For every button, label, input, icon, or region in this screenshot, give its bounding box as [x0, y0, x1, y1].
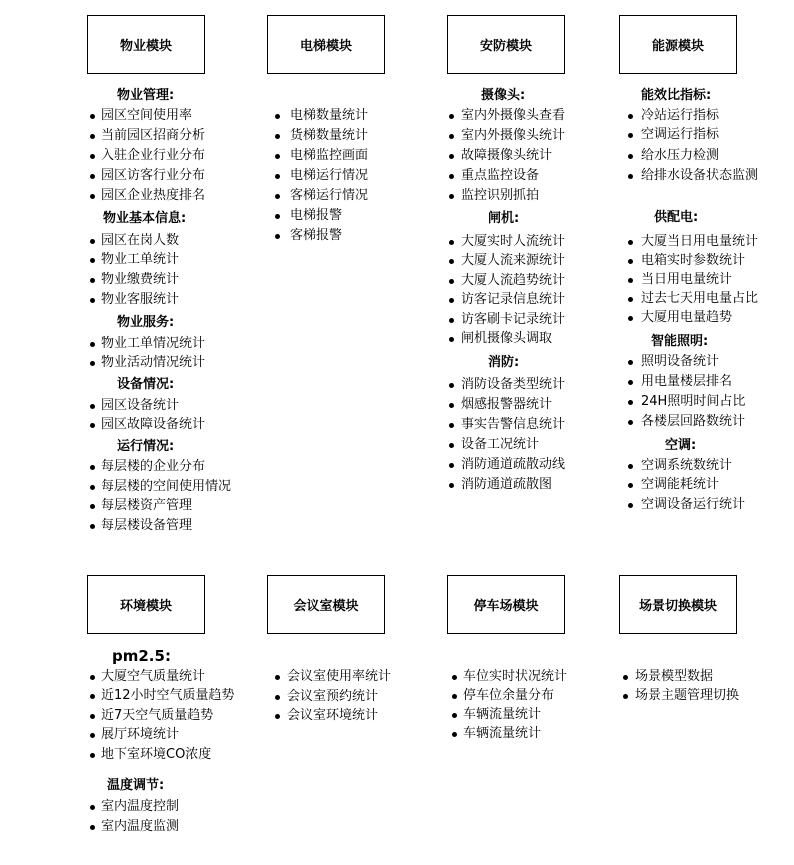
list-item: 每层楼的空间使用情况 [101, 479, 232, 494]
module-title: 场景切换模块 [638, 599, 717, 614]
list-item: 车位实时状况统计 [463, 669, 568, 684]
bullet-icon [90, 423, 95, 428]
list-item: 每层楼资产管理 [101, 498, 193, 513]
module-title: 停车场模块 [473, 599, 539, 614]
bullet-icon [628, 114, 633, 119]
list-item: 过去七天用电量占比 [641, 291, 759, 306]
bullet-icon [449, 114, 454, 119]
bullet-icon [90, 239, 95, 244]
module-title: 安防模块 [479, 39, 532, 54]
list-item: 客梯报警 [290, 228, 343, 243]
list-item: 闸机摄像头调取 [461, 331, 553, 346]
bullet-icon [628, 360, 633, 365]
section-heading: 供配电: [654, 210, 699, 225]
bullet-icon [90, 342, 95, 347]
list-item: 近7天空气质量趋势 [101, 708, 214, 723]
list-item: 大厦人流来源统计 [461, 253, 566, 268]
bullet-icon [275, 194, 280, 199]
bullet-icon [452, 732, 457, 737]
list-item: 烟感报警器统计 [461, 397, 553, 412]
bullet-icon [275, 114, 280, 119]
bullet-icon [90, 825, 95, 830]
bullet-icon [628, 259, 633, 264]
list-item: 展厅环境统计 [101, 727, 180, 742]
bullet-icon [275, 714, 280, 719]
list-item: 会议室环境统计 [287, 708, 379, 723]
list-item: 电梯数量统计 [290, 108, 369, 123]
bullet-icon [452, 694, 457, 699]
bullet-icon [449, 194, 454, 199]
list-item: 车辆流量统计 [463, 707, 542, 722]
section-heading: 物业基本信息: [103, 211, 187, 226]
bullet-icon [449, 134, 454, 139]
list-item: 会议室预约统计 [287, 688, 379, 704]
bullet-icon [449, 383, 454, 388]
bullet-icon [90, 714, 95, 719]
list-item: 物业工单统计 [101, 252, 180, 267]
list-item: 物业活动情况统计 [101, 355, 206, 370]
bullet-icon [90, 361, 95, 366]
module-title: 会议室模块 [293, 599, 359, 614]
list-item: 场景主题管理切换 [635, 688, 740, 703]
list-item: 物业缴费统计 [101, 272, 180, 287]
list-item: 给水压力检测 [641, 148, 720, 163]
list-item: 室内温度控制 [101, 799, 180, 814]
bullet-icon [90, 465, 95, 470]
list-item: 电箱实时参数统计 [641, 253, 746, 268]
bullet-icon [449, 298, 454, 303]
list-item: 设备工况统计 [461, 437, 540, 452]
list-item: 物业工单情况统计 [101, 336, 206, 351]
list-item: 大厦实时人流统计 [461, 234, 566, 249]
bullet-icon [275, 174, 280, 179]
bullet-icon [452, 713, 457, 718]
list-item: 访客刷卡记录统计 [461, 312, 566, 327]
bullet-icon [90, 258, 95, 263]
list-item: 大厦用电量趋势 [641, 310, 733, 325]
list-item: 停车位余量分布 [463, 688, 555, 703]
list-item: 当前园区招商分析 [101, 128, 206, 143]
list-item: 客梯运行情况 [290, 188, 369, 203]
list-item: 电梯监控画面 [290, 148, 369, 163]
module-title: 物业模块 [119, 39, 172, 54]
list-item: 园区访客行业分布 [101, 168, 206, 183]
section-heading: 空调: [665, 438, 697, 453]
list-item: 室内外摄像头查看 [461, 108, 566, 123]
list-item: 消防通道疏散图 [461, 477, 553, 492]
bullet-icon [628, 316, 633, 321]
section-heading: 设备情况: [117, 377, 175, 392]
list-item: 空调能耗统计 [641, 477, 720, 492]
bullet-icon [90, 404, 95, 409]
list-item: 各楼层回路数统计 [641, 414, 746, 429]
bullet-icon [449, 154, 454, 159]
bullet-icon [449, 279, 454, 284]
list-item: 货梯数量统计 [290, 128, 369, 143]
bullet-icon [449, 403, 454, 408]
list-item: 大厦当日用电量统计 [641, 234, 759, 249]
module-title: 环境模块 [119, 599, 172, 614]
bullet-icon [90, 174, 95, 179]
list-item: 园区设备统计 [101, 398, 180, 413]
bullet-icon [628, 464, 633, 469]
list-item: 重点监控设备 [461, 168, 540, 183]
bullet-icon [90, 298, 95, 303]
list-item: 园区企业热度排名 [101, 188, 206, 203]
list-item: 园区故障设备统计 [101, 417, 206, 432]
section-heading: 温度调节: [107, 778, 165, 793]
bullet-icon [449, 463, 454, 468]
section-heading: 摄像头: [481, 88, 526, 103]
section-heading: 能效比指标: [641, 88, 712, 103]
module-box-3 [447, 15, 565, 74]
list-item: 空调设备运行统计 [641, 497, 746, 512]
bullet-icon [623, 675, 628, 680]
list-item: 照明设备统计 [641, 354, 720, 369]
bullet-icon [623, 694, 628, 699]
list-item: 车辆流量统计 [463, 726, 542, 741]
list-item: 用电量楼层排名 [641, 374, 733, 389]
bullet-icon [449, 483, 454, 488]
module-box-1 [87, 15, 205, 74]
bullet-icon [628, 483, 633, 488]
bullet-icon [628, 400, 633, 405]
list-item: 会议室使用率统计 [287, 669, 392, 684]
bullet-icon [90, 524, 95, 529]
bullet-icon [449, 240, 454, 245]
list-item: 每层楼的企业分布 [101, 459, 206, 474]
list-item: 物业客服统计 [101, 292, 180, 307]
list-item: 访客记录信息统计 [461, 292, 566, 307]
bullet-icon [628, 297, 633, 302]
section-heading: 智能照明: [651, 334, 709, 349]
list-item: 入驻企业行业分布 [101, 148, 206, 163]
list-item: 电梯运行情况 [290, 168, 369, 183]
bullet-icon [90, 114, 95, 119]
bullet-icon [90, 194, 95, 199]
bullet-icon [628, 420, 633, 425]
list-item: 事实告警信息统计 [461, 417, 566, 432]
list-item: 园区在岗人数 [101, 233, 180, 248]
list-item: 给排水设备状态监测 [641, 168, 759, 183]
bullet-icon [90, 753, 95, 758]
bullet-icon [628, 154, 633, 159]
list-item: 地下室环境CO浓度 [101, 747, 212, 762]
bullet-icon [275, 695, 280, 700]
list-item: 消防通道疏散动线 [461, 457, 566, 472]
module-box-5 [87, 575, 205, 634]
bullet-icon [628, 380, 633, 385]
module-box-6 [267, 575, 385, 634]
bullet-icon [90, 733, 95, 738]
section-heading: 物业服务: [117, 315, 175, 330]
list-item: 消防设备类型统计 [461, 377, 566, 392]
bullet-icon [449, 423, 454, 428]
bullet-icon [628, 278, 633, 283]
list-item: 室内温度监测 [101, 819, 180, 834]
list-item: 大厦空气质量统计 [101, 669, 206, 684]
module-title: 能源模块 [651, 39, 704, 54]
module-title: 电梯模块 [299, 39, 352, 54]
bullet-icon [628, 503, 633, 508]
list-item: 大厦人流趋势统计 [461, 273, 566, 288]
section-heading: pm2.5: [112, 647, 171, 665]
section-heading: 物业管理: [117, 88, 175, 103]
bullet-icon [449, 443, 454, 448]
bullet-icon [90, 154, 95, 159]
list-item: 监控识别抓拍 [461, 188, 540, 203]
bullet-icon [449, 337, 454, 342]
list-item: 冷站运行指标 [641, 108, 720, 123]
list-item: 园区空间使用率 [101, 108, 193, 123]
bullet-icon [275, 675, 280, 680]
bullet-icon [275, 234, 280, 239]
bullet-icon [90, 485, 95, 490]
module-box-2 [267, 15, 385, 74]
bullet-icon [90, 134, 95, 139]
bullet-icon [452, 675, 457, 680]
list-item: 室内外摄像头统计 [461, 128, 566, 143]
list-item: 故障摄像头统计 [461, 148, 553, 163]
section-heading: 运行情况: [117, 439, 175, 454]
bullet-icon [628, 240, 633, 245]
bullet-icon [90, 504, 95, 509]
bullet-icon [275, 154, 280, 159]
list-item: 空调运行指标 [641, 127, 720, 142]
bullet-icon [628, 133, 633, 138]
bullet-icon [628, 174, 633, 179]
bullet-icon [90, 805, 95, 810]
list-item: 空调系统数统计 [641, 458, 733, 473]
module-box-7 [447, 575, 565, 634]
section-heading: 消防: [488, 355, 520, 370]
section-heading: 闸机: [488, 211, 520, 226]
bullet-icon [90, 278, 95, 283]
bullet-icon [90, 675, 95, 680]
module-box-4 [619, 15, 737, 74]
bullet-icon [449, 318, 454, 323]
list-item: 场景模型数据 [635, 669, 714, 684]
list-item: 24H照明时间占比 [641, 394, 746, 409]
bullet-icon [449, 259, 454, 264]
list-item: 电梯报警 [290, 208, 343, 223]
list-item: 每层楼设备管理 [101, 518, 193, 533]
bullet-icon [275, 214, 280, 219]
bullet-icon [90, 694, 95, 699]
bullet-icon [449, 174, 454, 179]
list-item: 当日用电量统计 [641, 272, 733, 287]
module-box-8 [619, 575, 737, 634]
list-item: 近12小时空气质量趋势 [101, 688, 235, 703]
bullet-icon [275, 134, 280, 139]
